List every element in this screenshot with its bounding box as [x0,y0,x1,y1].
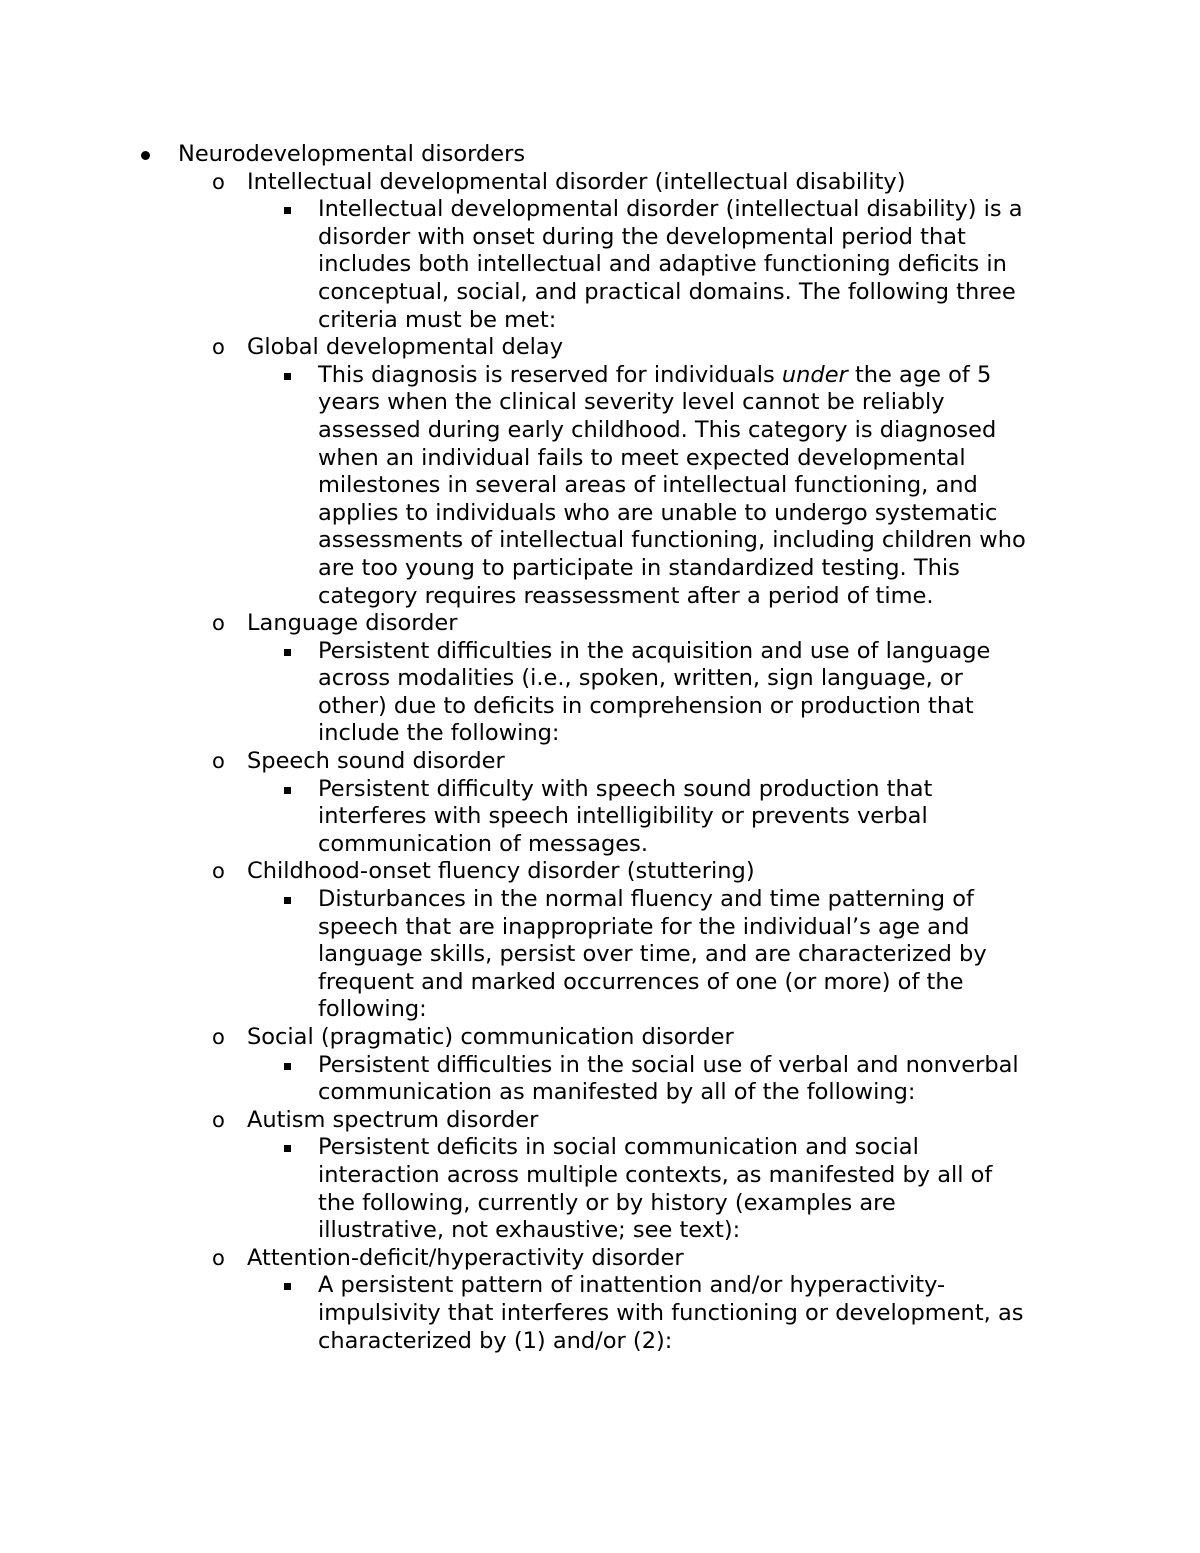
bullet-dot-icon [141,151,150,160]
paragraph-line: interaction across multiple contexts, as manifested by all of [318,1161,993,1188]
paragraph-line: across modalities (i.e., spoken, written, sign language, or [318,665,963,692]
section-title: Language disorder [247,610,458,637]
paragraph-line: frequent and marked occurrences of one (or more) of the [318,968,964,995]
bullet-square-icon [284,1283,291,1290]
paragraph-line: A persistent pattern of inattention and/or hyperactivity- [318,1272,946,1299]
bullet-circle-icon: o [212,611,225,636]
bullet-circle-icon: o [212,1025,225,1049]
paragraph-line: assessed during early childhood. This category is diagnosed [318,416,997,443]
paragraph-line: are too young to participate in standardized testing. This [318,554,960,581]
section-title: Global developmental delay [247,334,564,361]
outline-item-level3 [0,638,1200,748]
paragraph-line: illustrative, not exhaustive; see text): [318,1217,741,1244]
paragraph-line: the following, currently or by history (examples are [318,1189,896,1216]
outline-item-level3 [0,1052,1200,1107]
paragraph-line: years when the clinical severity level cannot be reliably [318,389,945,416]
bullet-square-icon [284,373,291,380]
paragraph-line: Persistent deficits in social communication and social [318,1134,919,1161]
paragraph-line: speech that are inappropriate for the individual’s age and [318,913,970,940]
paragraph-line: disorder with onset during the developmental period that [318,223,966,250]
heading-neurodevelopmental: Neurodevelopmental disorders [178,141,526,167]
outline-item-level3 [0,1272,1200,1355]
paragraph-line: communication as manifested by all of the following: [318,1079,916,1106]
outline-item-level2 [0,1107,1200,1135]
bullet-square-icon [284,897,291,904]
paragraph-line: characterized by (1) and/or (2): [318,1327,673,1354]
paragraph-line [318,362,1200,390]
outline-item-level2 [0,748,1200,776]
outline-item-level2 [0,1245,1200,1273]
paragraph-line: interferes with speech intelligibility or prevents verbal [318,803,928,830]
section-title: Autism spectrum disorder [247,1106,539,1133]
outline-item-level3 [0,362,1200,610]
outline-item-level1 [0,141,1200,169]
outline-item-level2 [0,1024,1200,1052]
paragraph-line: language skills, persist over time, and are characterized by [318,941,987,968]
bullet-square-icon [284,1145,291,1152]
bullet-circle-icon: o [212,335,225,360]
paragraph-line: Persistent difficulty with speech sound production that [318,775,933,802]
outline-item-level2 [0,334,1200,362]
paragraph-line: other) due to deficits in comprehension or production that [318,692,974,719]
outline-item-level2 [0,169,1200,197]
paragraph-line: Persistent difficulties in the acquisition and use of language [318,637,991,664]
section-title: Intellectual developmental disorder (intellectual disability) [247,168,906,195]
paragraph-line: impulsivity that interferes with functioning or development, as [318,1299,1024,1326]
paragraph-line: Persistent difficulties in the social use of verbal and nonverbal [318,1051,1019,1078]
section-title: Attention-deficit/hyperactivity disorder [247,1244,684,1271]
outline-item-level3 [0,1134,1200,1244]
bullet-circle-icon: o [212,859,225,884]
paragraph-line: when an individual fails to meet expected developmental [318,444,966,471]
section-title: Social (pragmatic) communication disorder [247,1024,734,1050]
bullet-circle-icon: o [212,169,225,194]
paragraph-line: Intellectual developmental disorder (intellectual disability) is a [318,196,1023,223]
paragraph-line: applies to individuals who are unable to undergo systematic [318,499,998,526]
paragraph-line: milestones in several areas of intellectual functioning, and [318,472,978,499]
paragraph-line: category requires reassessment after a period of time. [318,582,934,609]
section-title: Speech sound disorder [247,748,505,775]
bullet-square-icon [284,1063,291,1070]
outline-item-level2 [0,858,1200,886]
document-outline [0,141,1200,1355]
bullet-circle-icon: o [212,749,225,774]
outline-item-level3 [0,776,1200,859]
outline-item-level3 [0,196,1200,334]
section-title: Childhood-onset fluency disorder (stuttering) [247,858,755,885]
paragraph-line: criteria must be met: [318,306,557,333]
paragraph-line: include the following: [318,720,560,747]
emphasis-under: under [781,361,848,388]
paragraph-line: communication of messages. [318,830,648,857]
text-run: the age of 5 [847,361,992,388]
text-run: This diagnosis is reserved for individuals [318,361,782,388]
paragraph-line: conceptual, social, and practical domains. The following three [318,278,1016,305]
paragraph-line: following: [318,996,427,1023]
outline-item-level3 [0,886,1200,1024]
paragraph-line: assessments of intellectual functioning, including children who [318,527,1026,554]
paragraph-line: includes both intellectual and adaptive functioning deficits in [318,251,1007,278]
bullet-square-icon [284,207,291,214]
bullet-square-icon [284,649,291,656]
paragraph-line: Disturbances in the normal fluency and time patterning of [318,886,974,913]
bullet-circle-icon: o [212,1107,225,1132]
outline-item-level2 [0,610,1200,638]
bullet-circle-icon: o [212,1245,225,1270]
bullet-square-icon [284,787,291,794]
